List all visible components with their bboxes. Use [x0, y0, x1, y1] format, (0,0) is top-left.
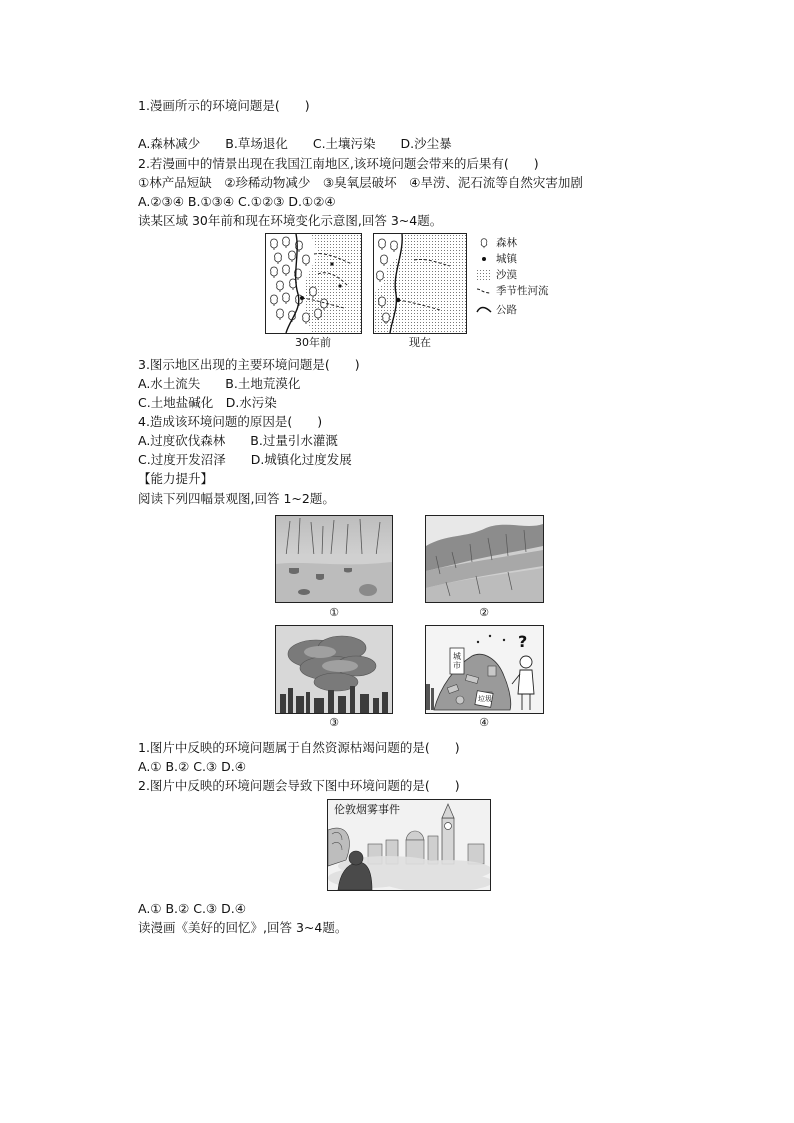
london-smog-cartoon: [327, 799, 491, 891]
map-caption-now: 现在: [409, 336, 431, 349]
road-icon: [476, 304, 492, 316]
map-now: [373, 233, 467, 334]
q4-stem: 4.造成该环境问题的原因是( ): [138, 414, 323, 429]
photo-2-label: ②: [479, 606, 489, 619]
section-title: 【能力提升】: [138, 471, 214, 486]
q3-stem: 3.图示地区出现的主要环境问题是( ): [138, 357, 360, 372]
photo-soil-erosion: [425, 515, 544, 603]
q4-options-row2: C.过度开发沼泽 D.城镇化过度发展: [138, 452, 352, 467]
photo-3-label: ③: [329, 716, 339, 729]
forest-icon: [476, 237, 492, 249]
garbage-label: 垃圾: [478, 695, 492, 703]
map-caption-before: 30年前: [295, 336, 331, 349]
big-ben-icon: [442, 804, 454, 864]
q3-options-row1: A.水土流失 B.土地荒漠化: [138, 376, 301, 391]
map-intro: 读某区域 30年前和现在环境变化示意图,回答 3~4题。: [138, 213, 443, 228]
photo-deforestation: [275, 515, 393, 603]
final-intro: 读漫画《美好的回忆》,回答 3~4题。: [138, 920, 348, 935]
q2-options: A.②③④ B.①③④ C.①②③ D.①②④: [138, 194, 336, 209]
q5-stem: 1.图片中反映的环境问题属于自然资源枯竭问题的是( ): [138, 740, 460, 755]
photo-4-label: ④: [479, 716, 489, 729]
question-mark: ?: [518, 632, 528, 651]
q4-options-row1: A.过度砍伐森林 B.过量引水灌溉: [138, 433, 338, 448]
city-label: 城市: [453, 652, 461, 670]
town-dot-icon: [476, 253, 492, 265]
legend-desert: 沙漠: [476, 268, 517, 282]
q3-options-row2: C.土地盐碱化 D.水污染: [138, 395, 277, 410]
q1-options: A.森林减少 B.草场退化 C.土壤污染 D.沙尘暴: [138, 136, 452, 151]
q6-options: A.① B.② C.③ D.④: [138, 901, 246, 916]
legend-forest: 森林: [476, 236, 517, 250]
q2-stem: 2.若漫画中的情景出现在我国江南地区,该环境问题会带来的后果有( ): [138, 156, 539, 171]
legend-seasonal-river: 季节性河流: [476, 284, 549, 298]
photos-intro: 阅读下列四幅景观图,回答 1~2题。: [138, 491, 335, 506]
photo-air-pollution: [275, 625, 393, 714]
map-before: [265, 233, 362, 334]
q1-stem: 1.漫画所示的环境问题是( ): [138, 98, 310, 113]
desert-pattern-icon: [476, 269, 492, 281]
q5-options: A.① B.② C.③ D.④: [138, 759, 246, 774]
photo-garbage-cartoon: [425, 625, 544, 714]
photo-1-label: ①: [329, 606, 339, 619]
legend-road: 公路: [476, 303, 517, 317]
q2-items: ①林产品短缺 ②珍稀动物减少 ③臭氧层破坏 ④旱涝、泥石流等自然灾害加剧: [138, 175, 583, 190]
london-title: 伦敦烟雾事件: [334, 803, 400, 816]
q6-stem: 2.图片中反映的环境问题会导致下图中环境问题的是( ): [138, 778, 460, 793]
legend-town: 城镇: [476, 252, 517, 266]
seasonal-river-icon: [476, 285, 492, 297]
